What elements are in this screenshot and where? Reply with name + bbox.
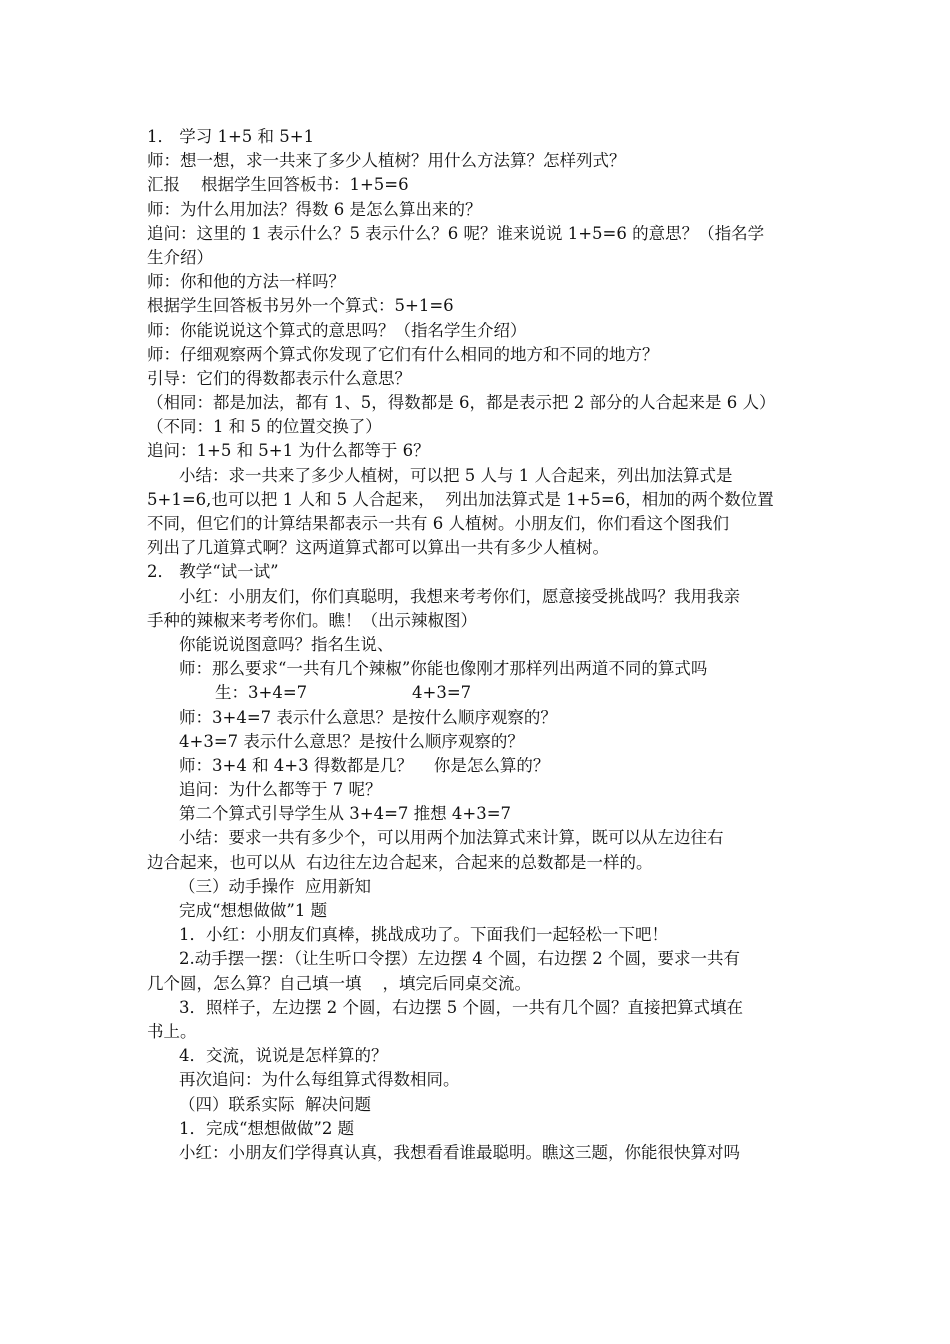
text-line: 边合起来，也可以从 右边往左边合起来，合起来的总数都是一样的。 <box>147 852 653 872</box>
text-line: 你能说说图意吗？指名生说、 <box>179 634 394 654</box>
text-line: 汇报 根据学生回答板书：1+5=6 <box>147 175 409 195</box>
text-line: 师：想一想，求一共来了多少人植树？用什么方法算？怎样列式？ <box>147 151 626 171</box>
text-line: 1．完成“想想做做”2 题 <box>179 1118 355 1138</box>
text-line: 引导：它们的得数都表示什么意思？ <box>147 368 411 388</box>
text-line: 小结：求一共来了多少人植树，可以把 5 人与 1 人合起来，列出加法算式是 <box>179 465 733 485</box>
text-line: （三）动手操作 应用新知 <box>179 876 371 896</box>
text-line: 师：你和他的方法一样吗？ <box>147 272 345 292</box>
text-line: 师：为什么用加法？得数 6 是怎么算出来的？ <box>147 199 482 219</box>
text-line: 小红：小朋友们，你们真聪明，我想来考考你们，愿意接受挑战吗？我用我亲 <box>179 586 740 606</box>
text-line: 小红：小朋友们学得真认真，我想看看谁最聪明。瞧这三题，你能很快算对吗 <box>179 1142 740 1162</box>
text-line: 列出了几道算式啊？这两道算式都可以算出一共有多少人植树。 <box>147 538 609 558</box>
text-line: 1．小红：小朋友们真棒，挑战成功了。下面我们一起轻松一下吧！ <box>179 925 668 945</box>
text-line: 小结：要求一共有多少个，可以用两个加法算式来计算，既可以从左边往右 <box>179 828 724 848</box>
text-line: 追问：这里的 1 表示什么？5 表示什么？6 呢？谁来说说 1+5=6 的意思？（指名学 <box>147 223 765 243</box>
text-line: 追问：为什么都等于 7 呢？ <box>179 780 382 800</box>
text-line: 书上。 <box>147 1021 197 1041</box>
text-line: 师：你能说说这个算式的意思吗？（指名学生介绍） <box>147 320 527 340</box>
text-line: 2． 教学“试一试” <box>147 562 279 582</box>
text-line: 4．交流，说说是怎样算的？ <box>179 1046 388 1066</box>
text-line: 不同，但它们的计算结果都表示一共有 6 人植树。小朋友们，你们看这个图我们 <box>147 514 729 533</box>
text-line: 生：3+4=7 4+3=7 <box>215 683 472 703</box>
text-line: 2.动手摆一摆：（让生听口令摆）左边摆 4 个圆，右边摆 2 个圆，要求一共有 <box>179 949 740 969</box>
text-line: 师：那么要求“一共有几个辣椒”你能也像刚才那样列出两道不同的算式吗 <box>179 659 708 679</box>
text-line: 手种的辣椒来考考你们。瞧！（出示辣椒图） <box>147 610 477 630</box>
text-line: 4+3=7 表示什么意思？是按什么顺序观察的？ <box>179 731 524 751</box>
text-line: 几个圆，怎么算？自己填一填 ，填完后同桌交流。 <box>147 973 531 993</box>
text-line: 师：3+4 和 4+3 得数都是几？ 你是怎么算的？ <box>179 755 550 775</box>
text-line: 完成“想想做做”1 题 <box>179 901 328 920</box>
text-line: （不同：1 和 5 的位置交换了） <box>147 417 382 437</box>
text-line: 追问：1+5 和 5+1 为什么都等于 6？ <box>147 441 430 461</box>
text-line: 再次追问：为什么每组算式得数相同。 <box>179 1070 460 1090</box>
text-line: 生介绍） <box>147 247 213 267</box>
text-line: 1． 学习 1+5 和 5+1 <box>147 127 315 146</box>
text-line: 第二个算式引导学生从 3+4=7 推想 4+3=7 <box>179 804 512 824</box>
text-line: 师：仔细观察两个算式你发现了它们有什么相同的地方和不同的地方？ <box>147 344 659 364</box>
text-line: （四）联系实际 解决问题 <box>179 1094 371 1114</box>
text-line: （相同：都是加法，都有 1、5，得数都是 6，都是表示把 2 部分的人合起来是 6 人） <box>147 393 776 413</box>
text-line: 3．照样子，左边摆 2 个圆，右边摆 5 个圆，一共有几个圆？直接把算式填在 <box>179 997 743 1017</box>
lesson-plan-text <box>147 125 812 1165</box>
text-line: 5+1=6,也可以把 1 人和 5 人合起来， 列出加法算式是 1+5=6，相加的两个数位置 <box>147 489 774 509</box>
text-line: 师：3+4=7 表示什么意思？是按什么顺序观察的？ <box>179 707 557 727</box>
text-line: 根据学生回答板书另外一个算式：5+1=6 <box>147 296 454 316</box>
